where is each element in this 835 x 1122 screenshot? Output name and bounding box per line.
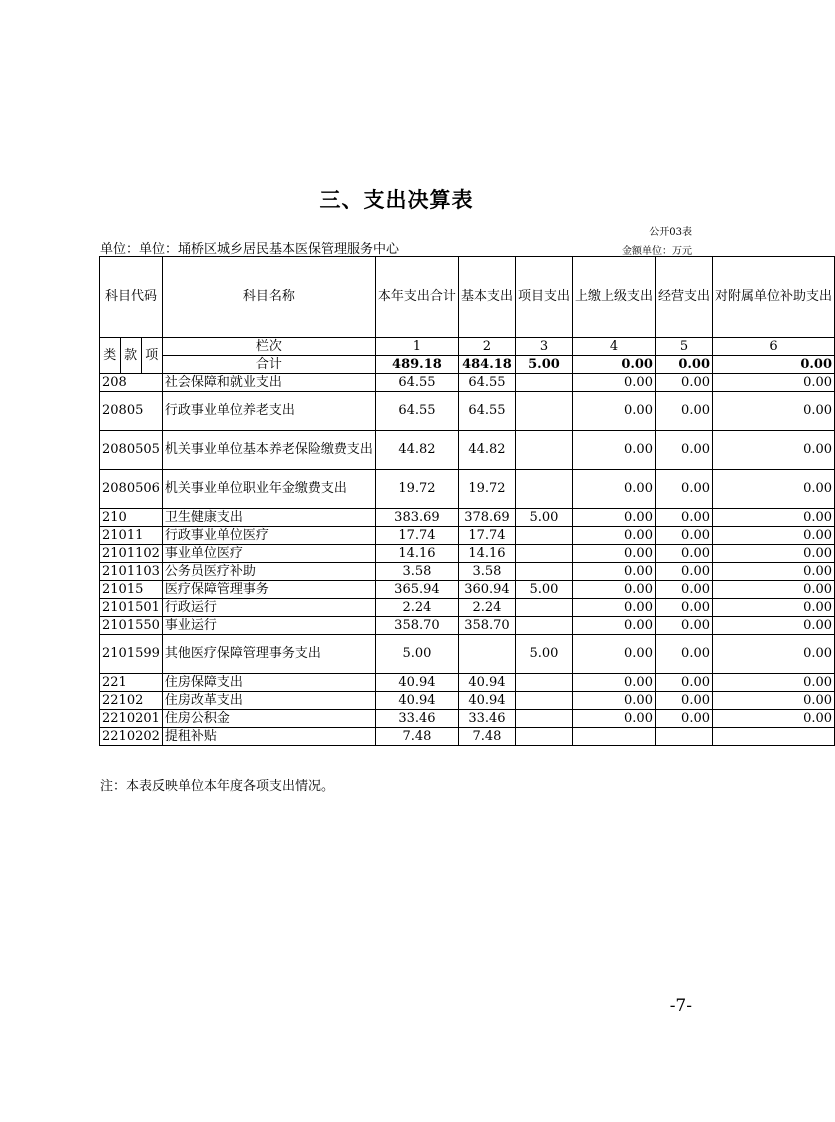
subject-name: 行政事业单位养老支出 xyxy=(162,392,375,431)
cell-operating: 0.00 xyxy=(655,431,712,470)
page-title: 三、支出决算表 xyxy=(319,188,474,212)
subject-name: 行政事业单位医疗 xyxy=(162,527,375,545)
table-row xyxy=(100,374,835,392)
subject-code: 2080506 xyxy=(100,470,163,509)
cell-subsidy: 0.00 xyxy=(713,431,835,470)
table-row xyxy=(100,392,835,431)
cell-operating: 0.00 xyxy=(655,674,712,692)
cell-project xyxy=(515,674,572,692)
table-row xyxy=(100,692,835,710)
cell-basic: 40.94 xyxy=(458,692,515,710)
header-upper: 上缴上级支出 xyxy=(572,257,655,338)
cell-total: 2.24 xyxy=(375,599,458,617)
table-row xyxy=(100,710,835,728)
subject-code: 2101501 xyxy=(100,599,163,617)
subject-code: 2080505 xyxy=(100,431,163,470)
cell-basic: 33.46 xyxy=(458,710,515,728)
total-label: 合计 xyxy=(162,356,375,374)
cell-total: 14.16 xyxy=(375,545,458,563)
cell-upper: 0.00 xyxy=(572,374,655,392)
cell-subsidy: 0.00 xyxy=(713,617,835,635)
cell-basic: 7.48 xyxy=(458,728,515,746)
cell-operating: 0.00 xyxy=(655,509,712,527)
subject-name: 住房改革支出 xyxy=(162,692,375,710)
cell-basic: 64.55 xyxy=(458,392,515,431)
header-xiang: 项 xyxy=(141,338,162,374)
header-basic: 基本支出 xyxy=(458,257,515,338)
subject-code: 2210202 xyxy=(100,728,163,746)
header-code: 科目代码 xyxy=(100,257,163,338)
cell-project xyxy=(515,599,572,617)
table-row xyxy=(100,581,835,599)
page-number: -7- xyxy=(669,996,692,1016)
total-value: 0.00 xyxy=(713,356,835,374)
cell-upper: 0.00 xyxy=(572,392,655,431)
cell-basic: 3.58 xyxy=(458,563,515,581)
cell-project xyxy=(515,710,572,728)
cell-upper: 0.00 xyxy=(572,674,655,692)
cell-operating: 0.00 xyxy=(655,710,712,728)
cell-upper: 0.00 xyxy=(572,692,655,710)
cell-total: 44.82 xyxy=(375,431,458,470)
cell-project xyxy=(515,728,572,746)
cell-project xyxy=(515,692,572,710)
cell-subsidy: 0.00 xyxy=(713,581,835,599)
cell-total: 19.72 xyxy=(375,470,458,509)
amount-unit-label: 金额单位：万元 xyxy=(622,246,692,257)
subject-name: 住房公积金 xyxy=(162,710,375,728)
table-row xyxy=(100,635,835,674)
total-value: 489.18 xyxy=(375,356,458,374)
cell-basic: 378.69 xyxy=(458,509,515,527)
cell-total: 64.55 xyxy=(375,374,458,392)
cell-upper: 0.00 xyxy=(572,431,655,470)
cell-basic xyxy=(458,635,515,674)
table-row xyxy=(100,470,835,509)
cell-upper: 0.00 xyxy=(572,563,655,581)
cell-subsidy xyxy=(713,728,835,746)
subject-code: 210 xyxy=(100,509,163,527)
cell-subsidy: 0.00 xyxy=(713,545,835,563)
cell-subsidy: 0.00 xyxy=(713,470,835,509)
subject-name: 机关事业单位基本养老保险缴费支出 xyxy=(162,431,375,470)
subject-name: 其他医疗保障管理事务支出 xyxy=(162,635,375,674)
subject-code: 22102 xyxy=(100,692,163,710)
subject-name: 事业运行 xyxy=(162,617,375,635)
subject-name: 行政运行 xyxy=(162,599,375,617)
cell-subsidy: 0.00 xyxy=(713,563,835,581)
cell-upper: 0.00 xyxy=(572,581,655,599)
table-row xyxy=(100,509,835,527)
header-project: 项目支出 xyxy=(515,257,572,338)
cell-upper: 0.00 xyxy=(572,710,655,728)
cell-project: 5.00 xyxy=(515,509,572,527)
table-row xyxy=(100,617,835,635)
cell-upper: 0.00 xyxy=(572,617,655,635)
total-value: 0.00 xyxy=(572,356,655,374)
cell-project xyxy=(515,563,572,581)
table-row xyxy=(100,728,835,746)
cell-operating: 0.00 xyxy=(655,545,712,563)
cell-upper: 0.00 xyxy=(572,635,655,674)
cell-operating: 0.00 xyxy=(655,374,712,392)
cell-subsidy: 0.00 xyxy=(713,635,835,674)
cell-project: 5.00 xyxy=(515,635,572,674)
col-number: 5 xyxy=(655,338,712,356)
subject-code: 221 xyxy=(100,674,163,692)
expenditure-table xyxy=(99,256,835,746)
cell-project xyxy=(515,431,572,470)
col-number: 1 xyxy=(375,338,458,356)
unit-label: 单位：单位：埇桥区城乡居民基本医保管理服务中心 xyxy=(100,242,400,257)
subject-name: 社会保障和就业支出 xyxy=(162,374,375,392)
subject-code: 2101599 xyxy=(100,635,163,674)
cell-basic: 64.55 xyxy=(458,374,515,392)
cell-total: 17.74 xyxy=(375,527,458,545)
cell-project xyxy=(515,374,572,392)
subject-name: 卫生健康支出 xyxy=(162,509,375,527)
cell-basic: 358.70 xyxy=(458,617,515,635)
table-row xyxy=(100,599,835,617)
table-row xyxy=(100,674,835,692)
cell-subsidy: 0.00 xyxy=(713,599,835,617)
column-number-row xyxy=(100,338,835,356)
header-operating: 经营支出 xyxy=(655,257,712,338)
total-row xyxy=(100,356,835,374)
cell-operating: 0.00 xyxy=(655,635,712,674)
form-number: 公开03表 xyxy=(649,227,692,238)
cell-project xyxy=(515,527,572,545)
cell-operating: 0.00 xyxy=(655,392,712,431)
col-number: 2 xyxy=(458,338,515,356)
subject-code: 2101550 xyxy=(100,617,163,635)
col-number: 4 xyxy=(572,338,655,356)
cell-total: 5.00 xyxy=(375,635,458,674)
cell-basic: 19.72 xyxy=(458,470,515,509)
cell-upper: 0.00 xyxy=(572,527,655,545)
cell-operating: 0.00 xyxy=(655,527,712,545)
subject-name: 提租补贴 xyxy=(162,728,375,746)
header-total: 本年支出合计 xyxy=(375,257,458,338)
subject-name: 公务员医疗补助 xyxy=(162,563,375,581)
table-row xyxy=(100,527,835,545)
cell-operating: 0.00 xyxy=(655,599,712,617)
cell-basic: 14.16 xyxy=(458,545,515,563)
col-number: 6 xyxy=(713,338,835,356)
subject-code: 208 xyxy=(100,374,163,392)
cell-subsidy: 0.00 xyxy=(713,374,835,392)
total-value: 484.18 xyxy=(458,356,515,374)
cell-subsidy: 0.00 xyxy=(713,692,835,710)
cell-subsidy: 0.00 xyxy=(713,509,835,527)
cell-project xyxy=(515,545,572,563)
cell-upper xyxy=(572,728,655,746)
header-lanci: 栏次 xyxy=(162,338,375,356)
subject-name: 医疗保障管理事务 xyxy=(162,581,375,599)
cell-total: 383.69 xyxy=(375,509,458,527)
header-subsidy: 对附属单位补助支出 xyxy=(713,257,835,338)
cell-total: 64.55 xyxy=(375,392,458,431)
header-kuan: 款 xyxy=(120,338,141,374)
cell-subsidy: 0.00 xyxy=(713,674,835,692)
cell-upper: 0.00 xyxy=(572,599,655,617)
cell-subsidy: 0.00 xyxy=(713,710,835,728)
subject-code: 20805 xyxy=(100,392,163,431)
cell-operating: 0.00 xyxy=(655,692,712,710)
cell-operating: 0.00 xyxy=(655,581,712,599)
subject-code: 2101103 xyxy=(100,563,163,581)
cell-total: 7.48 xyxy=(375,728,458,746)
table-row xyxy=(100,431,835,470)
subject-name: 住房保障支出 xyxy=(162,674,375,692)
header-lei: 类 xyxy=(100,338,121,374)
footnote: 注：本表反映单位本年度各项支出情况。 xyxy=(100,779,335,794)
cell-subsidy: 0.00 xyxy=(713,527,835,545)
total-value: 0.00 xyxy=(655,356,712,374)
total-value: 5.00 xyxy=(515,356,572,374)
cell-total: 40.94 xyxy=(375,674,458,692)
subject-code: 2101102 xyxy=(100,545,163,563)
cell-total: 365.94 xyxy=(375,581,458,599)
subject-code: 21011 xyxy=(100,527,163,545)
cell-operating: 0.00 xyxy=(655,563,712,581)
cell-upper: 0.00 xyxy=(572,509,655,527)
cell-subsidy: 0.00 xyxy=(713,392,835,431)
cell-basic: 44.82 xyxy=(458,431,515,470)
subject-name: 机关事业单位职业年金缴费支出 xyxy=(162,470,375,509)
cell-basic: 40.94 xyxy=(458,674,515,692)
header-row xyxy=(100,257,835,338)
cell-basic: 17.74 xyxy=(458,527,515,545)
cell-project: 5.00 xyxy=(515,581,572,599)
cell-project xyxy=(515,617,572,635)
table-row xyxy=(100,545,835,563)
subject-code: 21015 xyxy=(100,581,163,599)
cell-operating: 0.00 xyxy=(655,617,712,635)
cell-total: 40.94 xyxy=(375,692,458,710)
cell-operating: 0.00 xyxy=(655,470,712,509)
cell-operating xyxy=(655,728,712,746)
cell-project xyxy=(515,470,572,509)
header-name: 科目名称 xyxy=(162,257,375,338)
cell-project xyxy=(515,392,572,431)
cell-basic: 2.24 xyxy=(458,599,515,617)
cell-upper: 0.00 xyxy=(572,545,655,563)
cell-total: 358.70 xyxy=(375,617,458,635)
table-row xyxy=(100,563,835,581)
cell-total: 33.46 xyxy=(375,710,458,728)
subject-name: 事业单位医疗 xyxy=(162,545,375,563)
cell-basic: 360.94 xyxy=(458,581,515,599)
col-number: 3 xyxy=(515,338,572,356)
cell-upper: 0.00 xyxy=(572,470,655,509)
subject-code: 2210201 xyxy=(100,710,163,728)
cell-total: 3.58 xyxy=(375,563,458,581)
